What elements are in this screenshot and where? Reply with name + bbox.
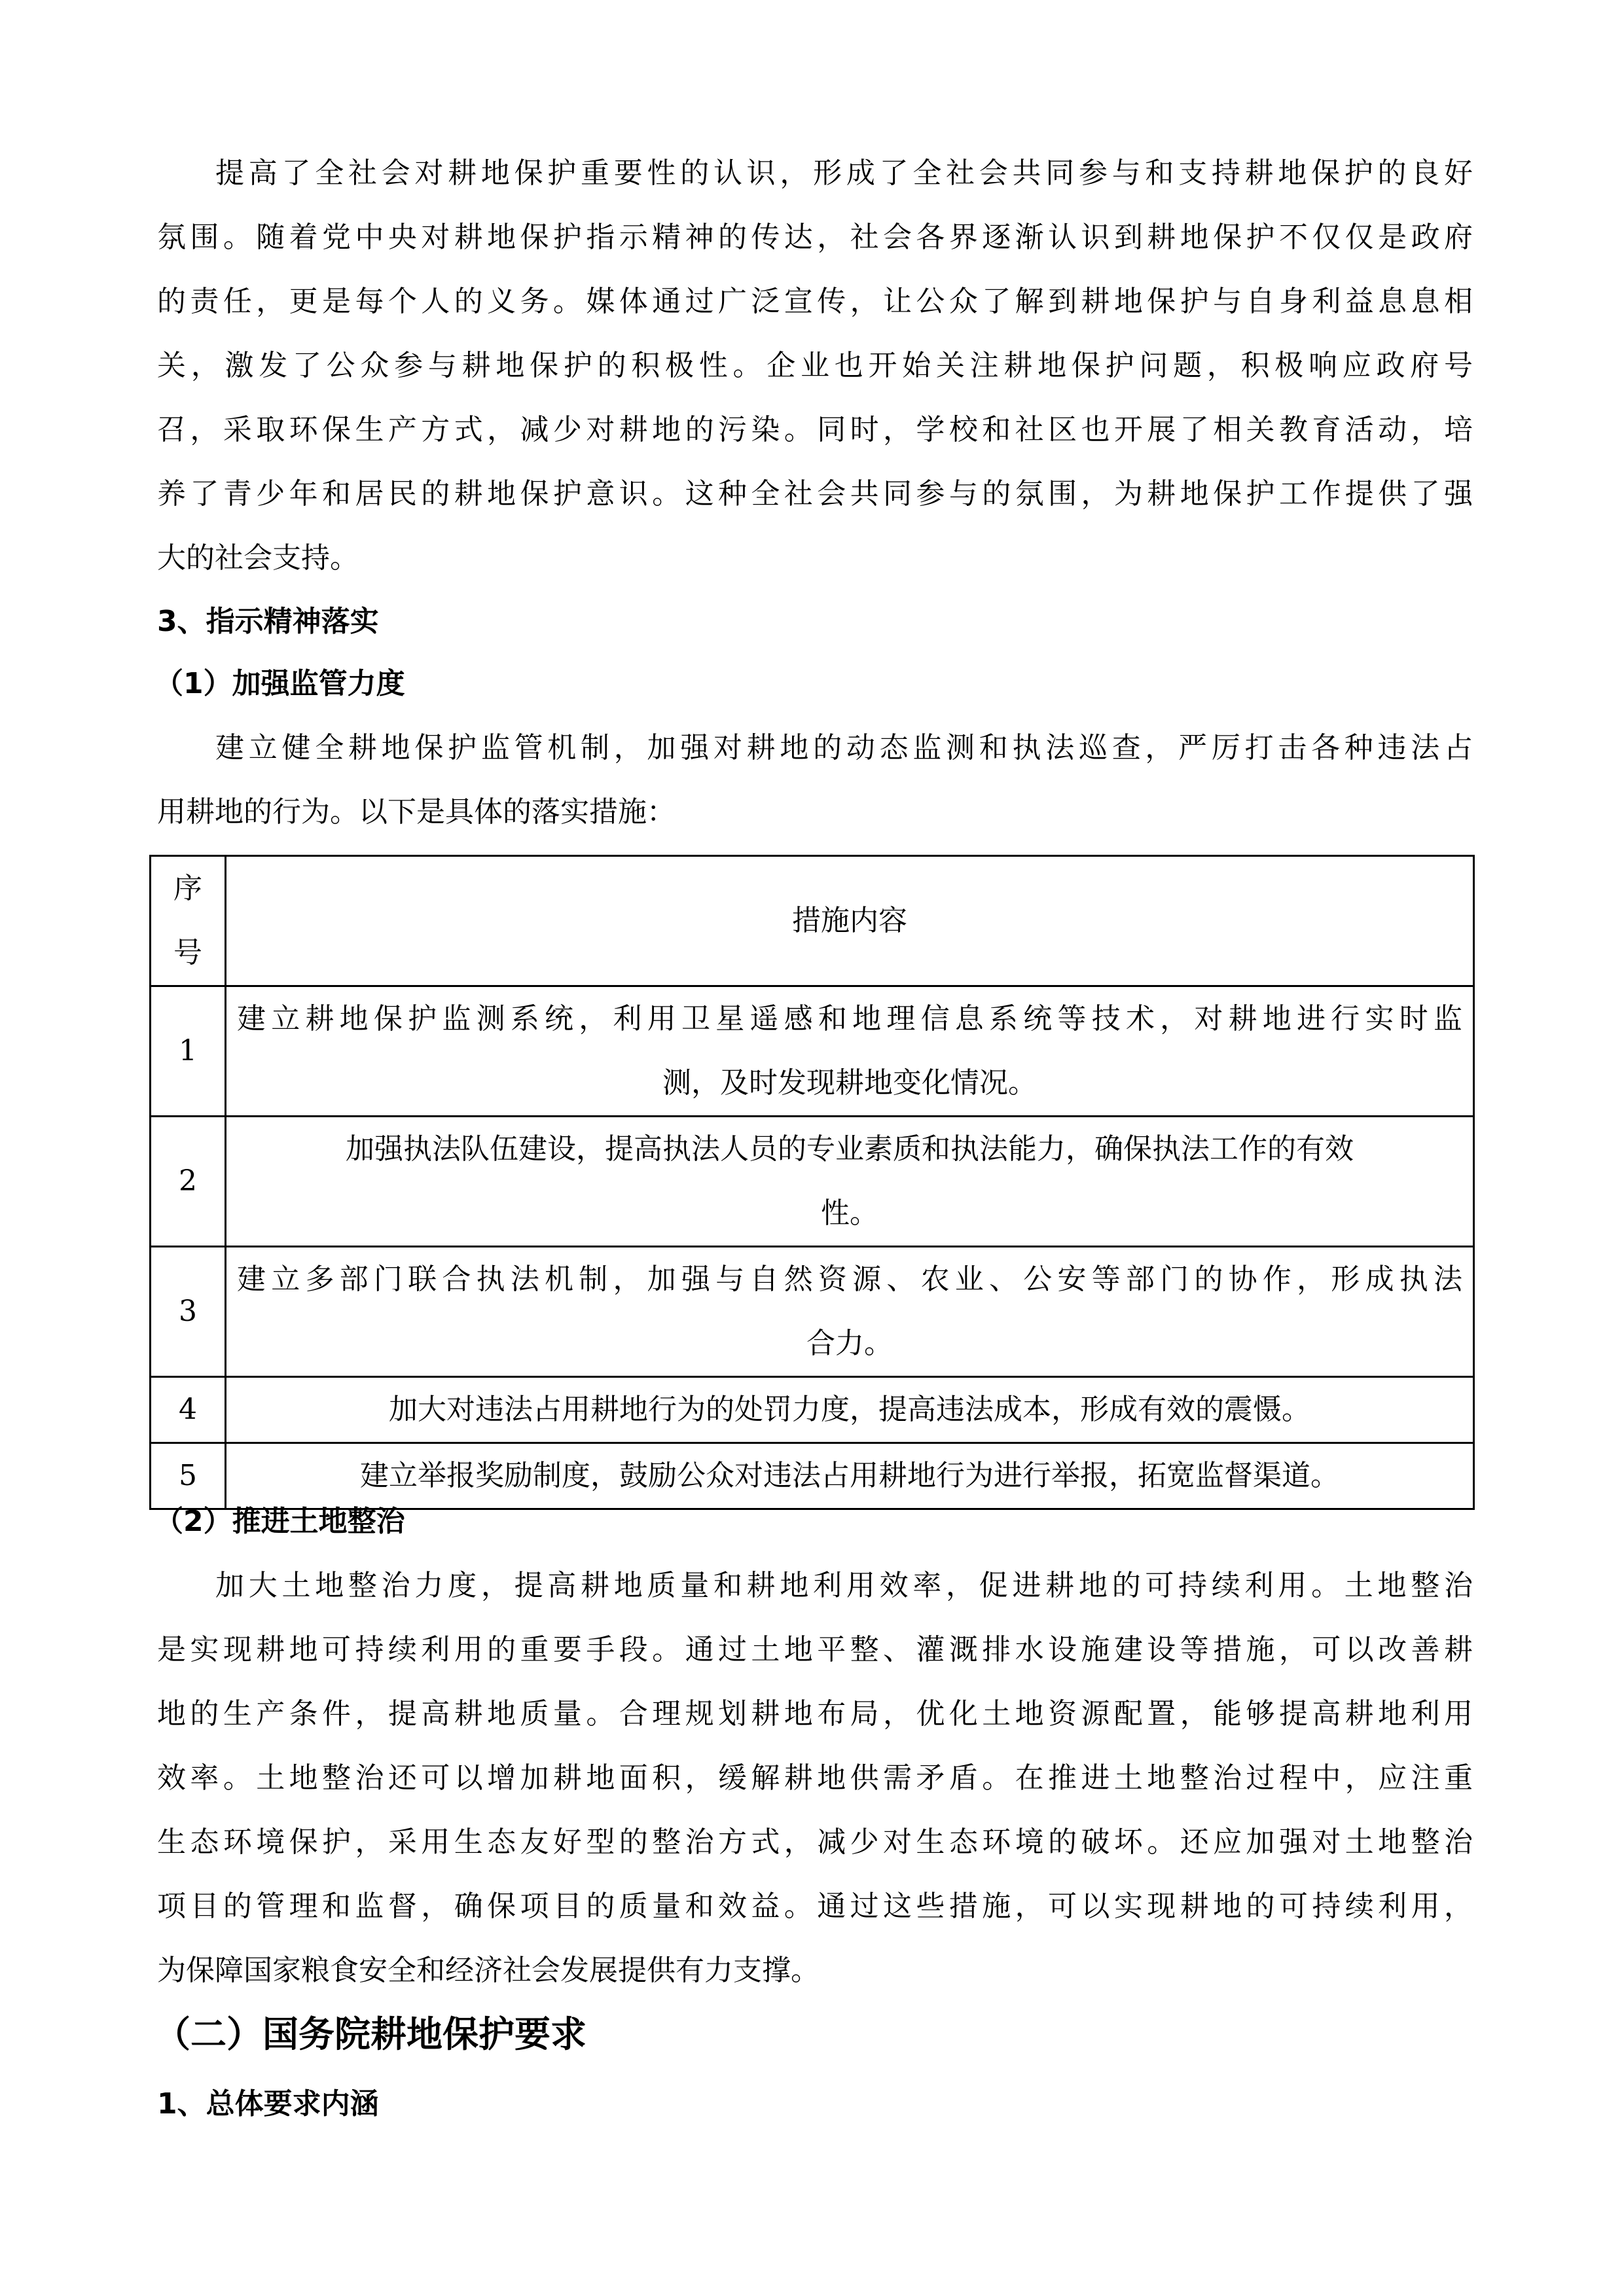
section-heading-state-council: （二）国务院耕地保护要求 (154, 2013, 587, 2055)
table-header-row (151, 856, 1474, 986)
row-content-line: 加强执法队伍建设，提高执法人员的专业素质和执法能力，确保执法工作的有效 (346, 1132, 1354, 1166)
header-cell-content: 措施内容 (226, 856, 1474, 986)
paragraph-line: 用耕地的行为。以下是具体的落实措施： (157, 795, 676, 829)
paragraph-line: 地的生产条件，提高耕地质量。合理规划耕地布局，优化土地资源配置，能够提高耕地利用 (157, 1697, 1473, 1731)
table-row (151, 986, 1474, 1117)
row-content (226, 986, 1474, 1117)
measures-table (149, 855, 1475, 1510)
table-row (151, 1443, 1474, 1509)
paragraph-line: 为保障国家粮食安全和经济社会发展提供有力支撑。 (157, 1954, 820, 1987)
paragraph-line: 氛围。随着党中央对耕地保护指示精神的传达，社会各界逐渐认识到耕地保护不仅仅是政府 (157, 221, 1473, 254)
row-content-line: 建立耕地保护监测系统，利用卫星遥感和地理信息系统等技术，对耕地进行实时监 (237, 1002, 1462, 1035)
paragraph-line: 养了青少年和居民的耕地保护意识。这种全社会共同参与的氛围，为耕地保护工作提供了强 (157, 477, 1473, 511)
paragraph-line: 关，激发了公众参与耕地保护的积极性。企业也开始关注耕地保护问题，积极响应政府号 (157, 349, 1473, 382)
row-content (226, 1377, 1474, 1443)
table-row (151, 1117, 1474, 1247)
paragraph-line: 提高了全社会对耕地保护重要性的认识，形成了全社会共同参与和支持耕地保护的良好 (215, 156, 1473, 190)
row-content-line: 测，及时发现耕地变化情况。 (662, 1066, 1037, 1100)
paragraph-line: 项目的管理和监督，确保项目的质量和效益。通过这些措施，可以实现耕地的可持续利用， (157, 1890, 1473, 1923)
paragraph-line: 效率。土地整治还可以增加耕地面积，缓解耕地供需矛盾。在推进土地整治过程中，应注重 (157, 1761, 1473, 1795)
paragraph-line: 召，采取环保生产方式，减少对耕地的污染。同时，学校和社区也开展了相关教育活动，培 (157, 413, 1473, 446)
header-cell-number (151, 856, 226, 986)
table-row (151, 1247, 1474, 1377)
table-row (151, 1377, 1474, 1443)
row-content (226, 1443, 1474, 1509)
row-number: 5 (151, 1443, 226, 1509)
section-heading-overall-requirements: 1、总体要求内涵 (157, 2087, 379, 2121)
header-number-line: 号 (173, 936, 202, 969)
row-content-line: 加大对违法占用耕地行为的处罚力度，提高违法成本，形成有效的震慑。 (389, 1393, 1310, 1426)
paragraph-line: 建立健全耕地保护监管机制，加强对耕地的动态监测和执法巡查，严厉打击各种违法占 (215, 731, 1473, 764)
paragraph-line: 的责任，更是每个人的义务。媒体通过广泛宣传，让公众了解到耕地保护与自身利益息息相 (157, 285, 1473, 318)
row-content (226, 1247, 1474, 1377)
subsection-heading-supervision: （1）加强监管力度 (154, 667, 405, 700)
row-content-line: 建立多部门联合执法机制，加强与自然资源、农业、公安等部门的协作，形成执法 (237, 1263, 1462, 1296)
paragraph-line: 加大土地整治力度，提高耕地质量和耕地利用效率，促进耕地的可持续利用。土地整治 (215, 1569, 1473, 1602)
paragraph-line: 大的社会支持。 (157, 541, 359, 575)
row-content-line: 性。 (821, 1196, 878, 1230)
row-number: 1 (151, 986, 226, 1117)
row-number: 4 (151, 1377, 226, 1443)
paragraph-line: 是实现耕地可持续利用的重要手段。通过土地平整、灌溉排水设施建设等措施，可以改善耕 (157, 1633, 1473, 1666)
subsection-heading-land-consolidation: （2）推进土地整治 (154, 1505, 405, 1538)
section-heading-implementation: 3、指示精神落实 (157, 605, 379, 638)
row-content (226, 1117, 1474, 1247)
row-content-line: 建立举报奖励制度，鼓励公众对违法占用耕地行为进行举报，拓宽监督渠道。 (360, 1459, 1339, 1492)
row-number: 3 (151, 1247, 226, 1377)
row-content-line: 合力。 (806, 1327, 893, 1360)
row-number: 2 (151, 1117, 226, 1247)
header-number-line: 序 (173, 872, 202, 905)
paragraph-line: 生态环境保护，采用生态友好型的整治方式，减少对生态环境的破坏。还应加强对土地整治 (157, 1825, 1473, 1859)
